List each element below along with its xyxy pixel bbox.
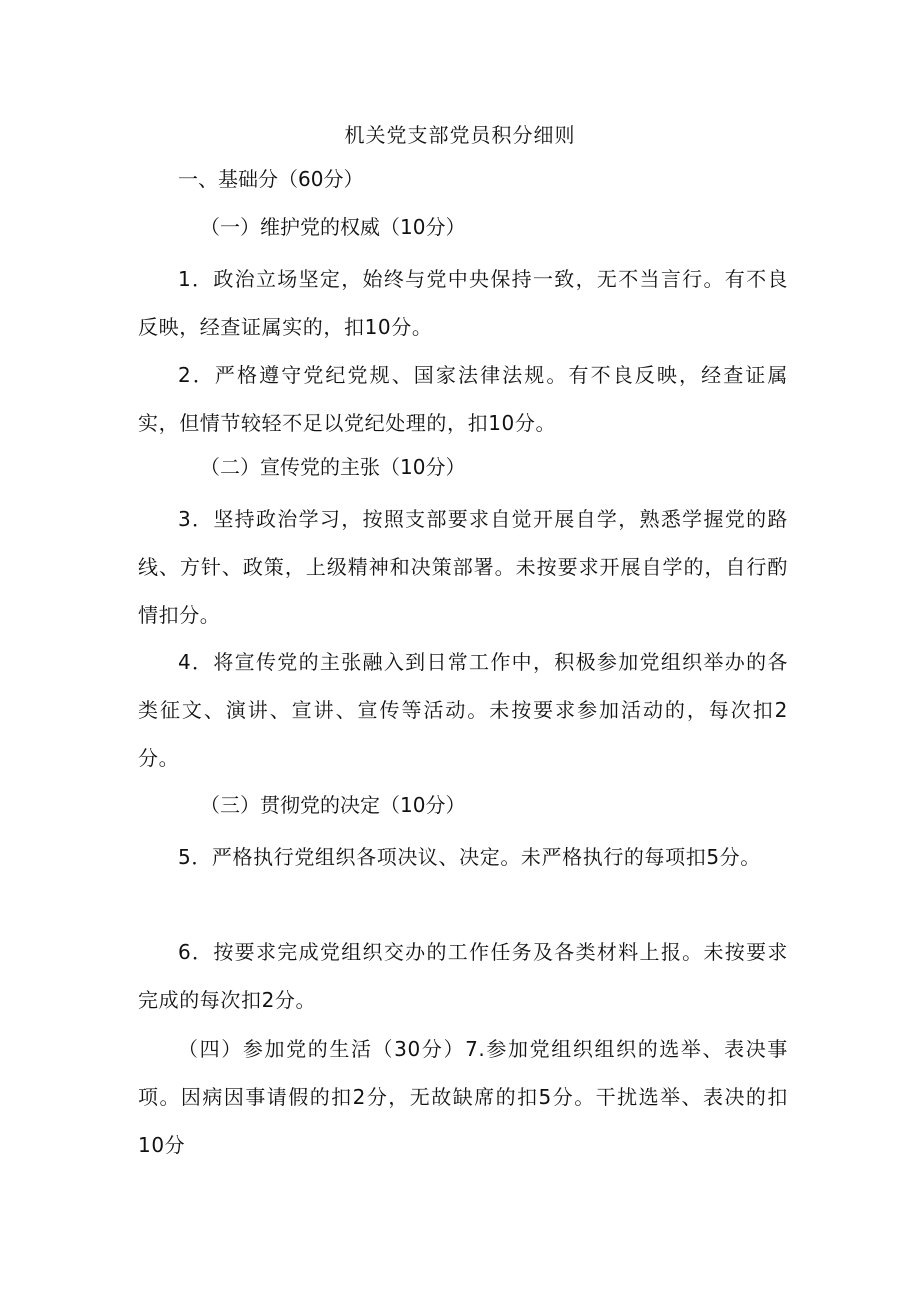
item-2-paragraph: 2．严格遵守党纪党规、国家法律法规。有不良反映，经查证属实，但情节较轻不足以党纪处理的，扣10分。 [138, 363, 788, 435]
section-heading-basic-score: 一、基础分（60分） [178, 167, 364, 191]
item-7-paragraph: （四）参加党的生活（30分）7.参加党组织组织的选举、表决事项。因病因事请假的扣2分，无故缺席的扣5分。干扰选举、表决的扣10分 [138, 1037, 788, 1157]
document-title: 机关党支部党员积分细则 [344, 123, 576, 147]
item-4-paragraph: 4．将宣传党的主张融入到日常工作中，积极参加党组织举办的各类征文、演讲、宣讲、宣传等活动。未按要求参加活动的，每次扣2分。 [138, 650, 788, 770]
subsection-heading-propaganda: （二）宣传党的主张（10分） [200, 455, 466, 479]
item-1-paragraph: 1．政治立场坚定，始终与党中央保持一致，无不当言行。有不良反映，经查证属实的，扣10分。 [138, 267, 788, 339]
subsection-heading-decisions: （三）贯彻党的决定（10分） [200, 793, 466, 817]
subsection-heading-authority: （一）维护党的权威（10分） [200, 215, 466, 239]
item-6-paragraph: 6．按要求完成党组织交办的工作任务及各类材料上报。未按要求完成的每次扣2分。 [138, 940, 788, 1012]
item-5-paragraph: 5．严格执行党组织各项决议、决定。未严格执行的每项扣5分。 [178, 845, 761, 869]
item-3-paragraph: 3．坚持政治学习，按照支部要求自觉开展自学，熟悉学握党的路线、方针、政策，上级精神和决策部署。未按要求开展自学的，自行酌情扣分。 [138, 507, 788, 627]
